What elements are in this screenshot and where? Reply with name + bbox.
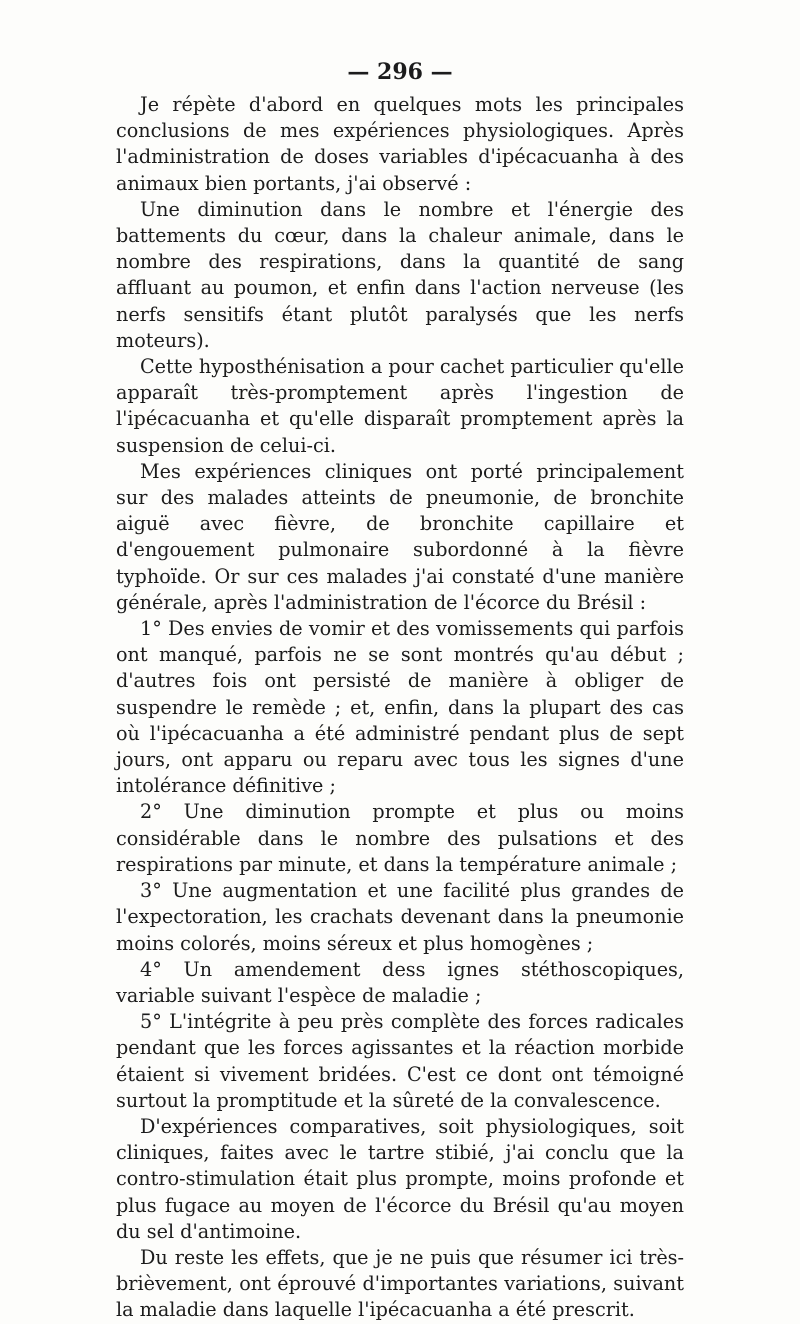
paragraph-finding-5: 5° L'intégrite à peu près complète des forces radicales pendant que les forces agissantes et la réaction morbide étaient si vivement bridées. C'est ce dont ont témoigné surtout la promptitude et la sûreté de la convalescence. [116,1010,684,1112]
paragraph-clinical-experiments: Mes expériences cliniques ont porté principalement sur des malades atteints de pneumonie, de bronchite aiguë avec fièvre, de bronchite capillaire et d'engouement pulmonaire subordonné à la fièvre typhoïde. Or sur ces malades j'ai constaté d'une manière générale, après l'administration de l'écorce du Brésil : [116,459,684,614]
book-page [116,58,684,1324]
paragraph-comparative-experiments: D'expériences comparatives, soit physiologiques, soit cliniques, faites avec le tartre stibié, j'ai conclu que la contro-stimulation était plus prompte, moins profonde et plus fugace au moyen de l'écorce du Brésil qu'au moyen du sel d'antimoine. [116,1114,684,1243]
paragraph-finding-2: 2° Une diminution prompte et plus ou moins considérable dans le nombre des pulsations et des respirations par minute, et dans la température animale ; [116,800,684,876]
page-number: — 296 — [347,59,453,85]
paragraph-hyposthenisation: Cette hyposthénisation a pour cachet particulier qu'elle apparaît très-promptement après l'ingestion de l'ipécacuanha et qu'elle disparaît promptement après la suspension de celui-ci. [116,355,684,457]
paragraph-intro: Je répète d'abord en quelques mots les principales conclusions de mes expériences physiologiques. Après l'administration de doses variables d'ipécacuanha à des animaux bien portants, j'ai observé : [116,93,684,195]
paragraph-finding-4: 4° Un amendement dess ignes stéthoscopiques, variable suivant l'espèce de maladie ; [116,957,684,1007]
paragraph-physiological-findings: Une diminution dans le nombre et l'énergie des battements du cœur, dans la chaleur animale, dans le nombre des respirations, dans la quantité de sang affluant au poumon, et enfin dans l'action nerveuse (les nerfs sensitifs étant plutôt paralysés que les nerfs moteurs). [116,197,684,352]
paragraph-finding-3: 3° Une augmentation et une facilité plus grandes de l'expectoration, les crachats devenant dans la pneumonie moins colorés, moins séreux et plus homogènes ; [116,879,684,955]
paragraph-closing: Du reste les effets, que je ne puis que résumer ici très-brièvement, ont éprouvé d'importantes variations, suivant la maladie dans laquelle l'ipécacuanha a été prescrit. [116,1245,684,1322]
paragraph-finding-1: 1° Des envies de vomir et des vomissements qui parfois ont manqué, parfois ne se sont montrés qu'au début ; d'autres fois ont persisté de manière à obliger de suspendre le remède ; et, enfin, dans la plupart des cas où l'ipécacuanha a été administré pendant plus de sept jours, ont apparu ou reparu avec tous les signes d'une intolérance définitive ; [116,617,684,798]
